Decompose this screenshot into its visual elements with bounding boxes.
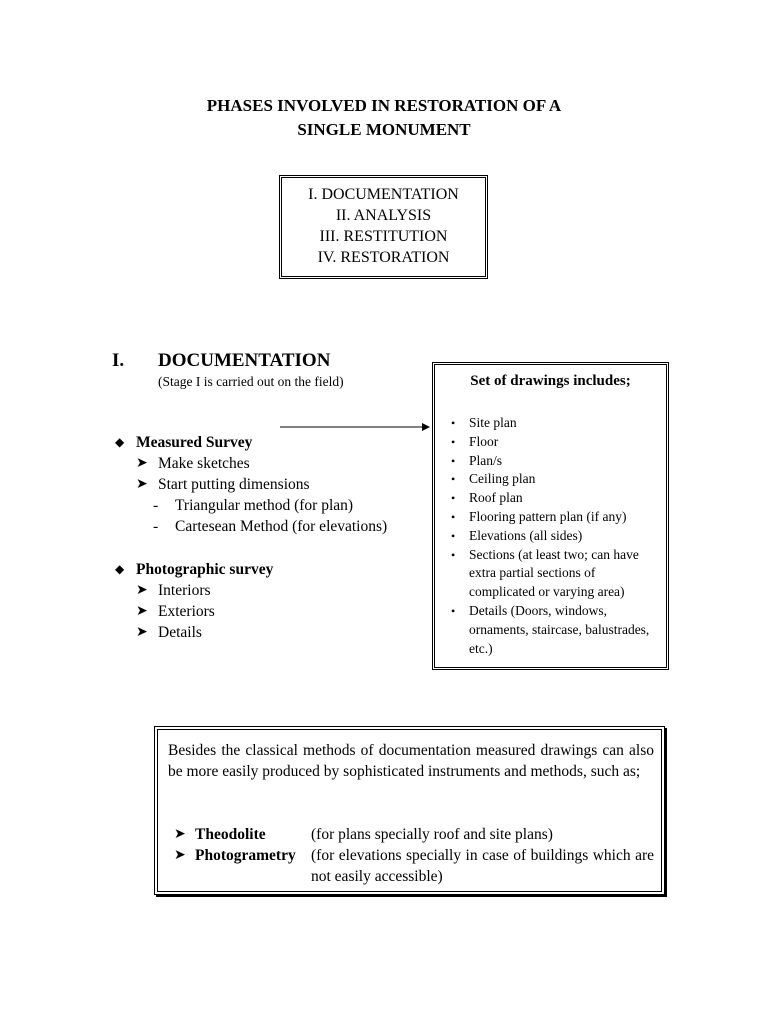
bullet-icon: • [451,434,456,449]
arrowhead-bullet-icon: ➤ [136,604,148,619]
phases-box [279,175,488,279]
list-item: ➤ Details [136,624,202,641]
arrowhead-bullet-icon: ➤ [174,848,186,863]
arrowhead-bullet-icon: ➤ [136,477,148,492]
bullet-icon: • [451,416,456,430]
page-title-line-2: SINGLE MONUMENT [297,120,471,139]
list-item: ➤ Start putting dimensions [136,476,310,493]
method-description: (for elevations specially in case of buildings which are not easily accessible) [311,847,654,885]
list-item: • Roof plan [447,489,662,508]
list-item: • Site plan [447,414,662,433]
bullet-icon: • [451,528,456,543]
list-item: ➤ Make sketches [136,455,250,472]
list-item: ➤ Interiors [136,582,211,599]
bullet-icon: • [451,603,456,618]
list-item: • Sections (at least two; can have extra partial sections of complicated or varying area) [451,546,639,600]
dash-bullet: - [153,518,159,535]
diamond-bullet-icon: ◆ [115,435,125,449]
photographic-survey-heading: ◆ Photographic survey [115,561,274,578]
section-note: (Stage I is carried out on the field) [158,374,344,389]
measured-survey-list [115,432,425,537]
list-item: - Cartesean Method (for elevations) [153,518,388,535]
arrowhead-bullet-icon: ➤ [174,827,186,842]
bullet-icon: • [451,453,456,468]
method-description: (for plans specially roof and site plans) [311,826,553,843]
photographic-survey-list [115,559,425,643]
measured-survey-heading: ◆ Measured Survey [115,434,253,451]
bullet-icon: • [451,491,456,506]
method-term: Theodolite [195,826,266,843]
arrowhead-bullet-icon: ➤ [136,625,148,640]
bullet-icon: • [451,547,456,562]
phase-item: II. ANALYSIS [335,207,432,224]
note-text: Besides the classical methods of documentation measured drawings can also be more easily produced by sophisticated instruments and methods, such as; [168,742,654,780]
list-item: • Elevations (all sides) [447,527,662,546]
list-item: • Ceiling plan [447,470,662,489]
phase-item: III. RESTITUTION [319,228,448,245]
section-title: DOCUMENTATION [158,350,331,371]
page-title-line-1: PHASES INVOLVED IN RESTORATION OF A [206,96,562,115]
diamond-bullet-icon: ◆ [115,562,125,576]
list-item: • Plan/s [447,452,662,471]
list-item: • Flooring pattern plan (if any) [447,508,662,527]
method-term: Photogrametry [195,847,296,864]
arrowhead-bullet-icon: ➤ [136,456,148,471]
note-box [154,726,665,895]
list-item: • Details (Doors, windows, ornaments, staircase, balustrades, etc.) [451,602,650,656]
list-item: • Floor [447,433,662,452]
list-item: ➤ Exteriors [136,603,215,620]
phase-item: I. DOCUMENTATION [308,186,459,203]
phase-item: IV. RESTORATION [317,249,450,266]
list-item: - Triangular method (for plan) [153,497,354,514]
arrowhead-bullet-icon: ➤ [136,583,148,598]
section-number: I. [112,350,125,371]
dash-bullet: - [153,497,159,514]
drawings-list [447,414,662,658]
drawings-heading: Set of drawings includes; [470,373,631,389]
bullet-icon: • [451,509,456,524]
drawings-box [432,362,669,670]
bullet-icon: • [451,472,456,487]
